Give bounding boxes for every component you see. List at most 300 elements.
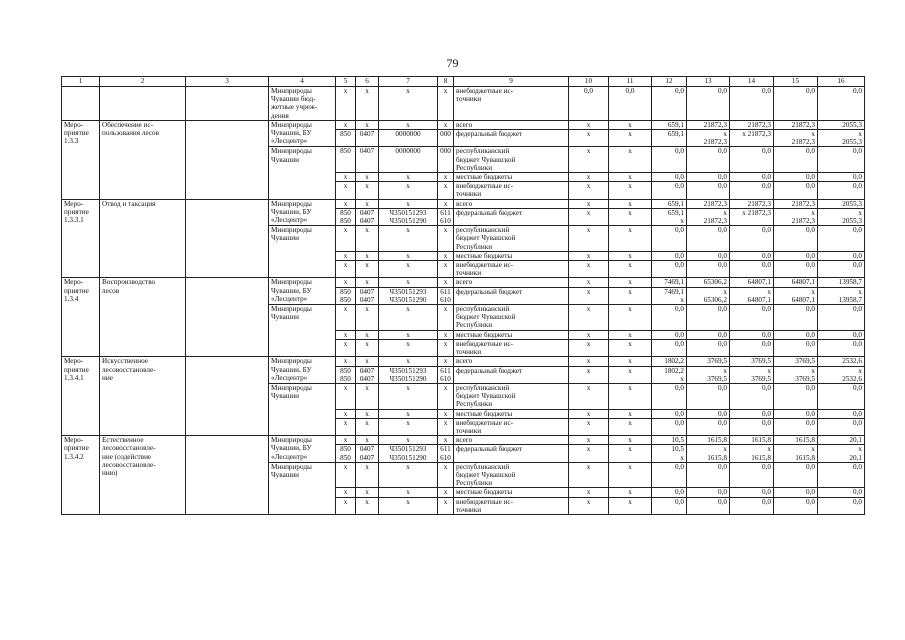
table-cell: x bbox=[569, 120, 609, 129]
table-cell: x 3769,5 bbox=[687, 366, 730, 383]
table-cell: x bbox=[379, 418, 438, 435]
table-cell: 21872,3 bbox=[730, 199, 774, 208]
column-header: 15 bbox=[774, 77, 818, 87]
table-cell: x bbox=[356, 226, 379, 252]
table-cell: федеральный бюджет bbox=[454, 366, 569, 383]
table-cell: 0,0 bbox=[652, 173, 687, 182]
table-cell: 0,0 bbox=[730, 87, 774, 121]
table-cell: 0,0 bbox=[774, 330, 818, 339]
table-cell: 0,0 bbox=[774, 488, 818, 497]
executor-cell: Минприроды Чувашии bbox=[269, 383, 336, 435]
executor-cell: Минприроды Чувашии bbox=[269, 462, 336, 514]
table-cell: x 3769,5 bbox=[774, 366, 818, 383]
table-row bbox=[62, 120, 865, 129]
table-cell: республиканский бюджет Чувашской Республики bbox=[454, 462, 569, 488]
table-cell: x bbox=[379, 488, 438, 497]
table-cell: 0,0 bbox=[818, 182, 865, 199]
table-cell: x bbox=[609, 366, 652, 383]
table-cell: x bbox=[438, 226, 454, 252]
table-cell: x bbox=[609, 199, 652, 208]
table-cell: x bbox=[336, 199, 356, 208]
table-cell: x 64807,1 bbox=[730, 287, 774, 304]
executor-cell: Минприроды Чувашии bbox=[269, 226, 336, 278]
table-cell: 64807,1 bbox=[774, 278, 818, 287]
table-cell: x bbox=[609, 409, 652, 418]
table-cell: всего bbox=[454, 199, 569, 208]
table-cell: 0,0 bbox=[652, 87, 687, 121]
table-cell: x bbox=[379, 251, 438, 260]
table-cell: x 1615,8 bbox=[774, 445, 818, 462]
table-cell: 0,0 bbox=[652, 182, 687, 199]
table-cell: x bbox=[609, 462, 652, 488]
table-cell: 0,0 bbox=[687, 488, 730, 497]
column-header: 4 bbox=[269, 77, 336, 87]
table-cell: x bbox=[438, 173, 454, 182]
table-cell: 611 610 bbox=[438, 208, 454, 225]
table-cell: x bbox=[569, 330, 609, 339]
table-cell: x bbox=[609, 120, 652, 129]
table-cell: Ч350151293 Ч350151290 bbox=[379, 366, 438, 383]
table-cell: x bbox=[336, 278, 356, 287]
table-cell: 2055,3 bbox=[818, 120, 865, 129]
table-cell: 0,0 bbox=[818, 497, 865, 514]
table-cell: x bbox=[336, 173, 356, 182]
table-cell: x 1615,8 bbox=[687, 445, 730, 462]
table-cell: x bbox=[356, 173, 379, 182]
table-cell: 000 bbox=[438, 130, 454, 147]
table-cell: 21872,3 bbox=[774, 199, 818, 208]
table-cell: 0,0 bbox=[687, 497, 730, 514]
table-cell: 611 610 bbox=[438, 366, 454, 383]
table-cell: x bbox=[569, 445, 609, 462]
table-cell: республиканский бюджет Чувашской Республики bbox=[454, 226, 569, 252]
table-cell: местные бюджеты bbox=[454, 409, 569, 418]
table-cell: x bbox=[379, 330, 438, 339]
column-header: 7 bbox=[379, 77, 438, 87]
table-cell: x 13958,7 bbox=[818, 287, 865, 304]
table-cell: 0,0 bbox=[687, 330, 730, 339]
table-cell: местные бюджеты bbox=[454, 251, 569, 260]
table-cell: 0,0 bbox=[818, 147, 865, 173]
table-cell: x 3769,5 bbox=[730, 366, 774, 383]
column-header: 10 bbox=[569, 77, 609, 87]
table-cell: x bbox=[379, 182, 438, 199]
table-cell: x 2532,6 bbox=[818, 366, 865, 383]
table-cell: x bbox=[438, 462, 454, 488]
table-cell: x bbox=[379, 383, 438, 409]
table-cell: 0407 0407 bbox=[356, 287, 379, 304]
table-cell: 611 610 bbox=[438, 445, 454, 462]
table-cell: 659,1 x bbox=[652, 208, 687, 225]
table-cell: 1615,8 bbox=[774, 436, 818, 445]
table-cell: всего bbox=[454, 436, 569, 445]
executor-cell: Минприроды Чувашии bbox=[269, 305, 336, 357]
table-cell: x bbox=[356, 278, 379, 287]
table-cell: 0,0 bbox=[652, 383, 687, 409]
budget-table bbox=[61, 76, 865, 515]
table-cell: 13958,7 bbox=[818, 278, 865, 287]
table-row bbox=[62, 357, 865, 366]
table-cell: 0,0 bbox=[730, 251, 774, 260]
table-cell: 0,0 bbox=[818, 418, 865, 435]
table-cell: x bbox=[356, 436, 379, 445]
table-cell: x bbox=[609, 383, 652, 409]
column-header: 16 bbox=[818, 77, 865, 87]
table-cell: x bbox=[569, 339, 609, 356]
table-cell: внебюджетные ис- точники bbox=[454, 182, 569, 199]
page-number: 79 bbox=[446, 56, 459, 70]
table-cell: 1615,8 bbox=[730, 436, 774, 445]
table-cell: x bbox=[356, 418, 379, 435]
table-cell: 0407 0407 bbox=[356, 208, 379, 225]
table-cell: x bbox=[379, 409, 438, 418]
table-cell: 2055,3 bbox=[818, 199, 865, 208]
table-cell: 0,0 bbox=[730, 462, 774, 488]
table-cell: 0,0 bbox=[730, 339, 774, 356]
table-cell: x bbox=[356, 87, 379, 121]
table-cell: 1802,2 bbox=[652, 357, 687, 366]
table-cell: федеральный бюджет bbox=[454, 445, 569, 462]
table-cell: x bbox=[379, 226, 438, 252]
table-cell: x bbox=[356, 330, 379, 339]
table-cell bbox=[186, 120, 269, 199]
measure-id-cell: Меро- приятие 1.3.4 bbox=[62, 278, 100, 357]
table-cell: федеральный бюджет bbox=[454, 208, 569, 225]
table-cell: местные бюджеты bbox=[454, 488, 569, 497]
table-cell: 0,0 bbox=[730, 330, 774, 339]
table-cell: x bbox=[609, 182, 652, 199]
table-cell: x bbox=[569, 208, 609, 225]
table-cell: 0,0 bbox=[774, 87, 818, 121]
table-cell: x bbox=[569, 173, 609, 182]
table-row bbox=[62, 278, 865, 287]
table-cell bbox=[186, 278, 269, 357]
table-cell: x bbox=[336, 182, 356, 199]
table-cell: 2532,6 bbox=[818, 357, 865, 366]
table-cell: 0,0 bbox=[730, 488, 774, 497]
table-cell: x bbox=[609, 339, 652, 356]
table-cell: 0000000 bbox=[379, 130, 438, 147]
table-cell: всего bbox=[454, 278, 569, 287]
table-cell: x bbox=[336, 488, 356, 497]
measure-id-cell: Меро- приятие 1.3.4.1 bbox=[62, 357, 100, 436]
table-cell: 0,0 bbox=[652, 409, 687, 418]
table-cell: 1615,8 bbox=[687, 436, 730, 445]
table-cell: 0,0 bbox=[687, 305, 730, 331]
table-cell bbox=[186, 357, 269, 436]
table-cell: x bbox=[569, 130, 609, 147]
table-cell: 659,1 bbox=[652, 120, 687, 129]
table-cell: 10,5 bbox=[652, 436, 687, 445]
table-cell: 0,0 bbox=[818, 339, 865, 356]
table-cell: 0,0 bbox=[818, 261, 865, 278]
table-cell: x 21872,3 bbox=[774, 208, 818, 225]
table-cell: x 21872,3 bbox=[687, 130, 730, 147]
table-cell: x bbox=[569, 462, 609, 488]
table-cell: x 21872,3 bbox=[687, 208, 730, 225]
table-row bbox=[62, 87, 865, 121]
table-cell: всего bbox=[454, 120, 569, 129]
table-cell: x bbox=[438, 339, 454, 356]
table-cell: x bbox=[609, 251, 652, 260]
table-cell: 0407 bbox=[356, 130, 379, 147]
table-cell: 0,0 bbox=[730, 182, 774, 199]
table-cell: 65306,2 bbox=[687, 278, 730, 287]
table-cell: 659,1 bbox=[652, 130, 687, 147]
table-cell: x bbox=[438, 409, 454, 418]
table-cell: 21872,3 bbox=[774, 120, 818, 129]
table-cell: 0,0 bbox=[652, 261, 687, 278]
table-cell: 0,0 bbox=[687, 383, 730, 409]
table-cell: x 64807,1 bbox=[774, 287, 818, 304]
table-cell: x bbox=[438, 488, 454, 497]
table-cell: x bbox=[356, 409, 379, 418]
table-cell: x bbox=[569, 147, 609, 173]
table-cell: x bbox=[379, 497, 438, 514]
table-cell: x bbox=[569, 226, 609, 252]
table-cell: x bbox=[609, 488, 652, 497]
table-cell: 659,1 bbox=[652, 199, 687, 208]
table-cell: 3769,5 bbox=[730, 357, 774, 366]
table-cell: 0,0 bbox=[569, 87, 609, 121]
table-cell: 0,0 bbox=[818, 226, 865, 252]
measure-name-cell: Отвод и таксация bbox=[100, 199, 186, 278]
table-cell: x bbox=[609, 445, 652, 462]
table-cell: 0,0 bbox=[774, 305, 818, 331]
table-cell: x 21872,3 bbox=[774, 130, 818, 147]
table-cell: x bbox=[336, 87, 356, 121]
table-cell: 20,1 bbox=[818, 436, 865, 445]
table-cell: внебюджетные ис- точники bbox=[454, 497, 569, 514]
table-cell: 0,0 bbox=[774, 409, 818, 418]
table-cell: x bbox=[609, 330, 652, 339]
table-cell: x bbox=[438, 357, 454, 366]
column-header: 12 bbox=[652, 77, 687, 87]
table-cell: 7469,1 bbox=[652, 278, 687, 287]
table-cell: x bbox=[356, 305, 379, 331]
table-cell: x bbox=[569, 199, 609, 208]
executor-cell: Минприроды Чувашии bbox=[269, 147, 336, 199]
table-cell: x bbox=[379, 173, 438, 182]
table-cell: x bbox=[336, 251, 356, 260]
table-cell: x bbox=[336, 339, 356, 356]
column-header: 14 bbox=[730, 77, 774, 87]
table-cell: x bbox=[438, 383, 454, 409]
executor-cell: Минприроды Чувашии, БУ «Лесцентр» bbox=[269, 199, 336, 226]
table-cell: федеральный бюджет bbox=[454, 287, 569, 304]
table-cell: республиканский бюджет Чувашской Республики bbox=[454, 383, 569, 409]
table-cell: 0407 0407 bbox=[356, 445, 379, 462]
table-cell: x bbox=[609, 418, 652, 435]
table-cell: 0,0 bbox=[609, 87, 652, 121]
table-cell bbox=[186, 87, 269, 121]
table-cell: 3769,5 bbox=[687, 357, 730, 366]
table-cell: 0,0 bbox=[652, 339, 687, 356]
measure-id-cell: Меро- приятие 1.3.3 bbox=[62, 120, 100, 199]
table-cell: 0,0 bbox=[818, 173, 865, 182]
table-cell: внебюджетные ис- точники bbox=[454, 339, 569, 356]
executor-cell: Минприроды Чувашии, БУ «Лесцентр» bbox=[269, 357, 336, 384]
table-cell: x bbox=[569, 251, 609, 260]
table-cell: x bbox=[569, 182, 609, 199]
column-header: 1 bbox=[62, 77, 100, 87]
table-cell: x bbox=[336, 409, 356, 418]
table-cell: x bbox=[379, 305, 438, 331]
table-cell: x bbox=[356, 199, 379, 208]
table-cell: 0,0 bbox=[774, 339, 818, 356]
table-cell: 0,0 bbox=[652, 418, 687, 435]
table-cell: 7469,1 x bbox=[652, 287, 687, 304]
table-cell: 0,0 bbox=[652, 497, 687, 514]
table-cell: x bbox=[379, 278, 438, 287]
table-cell: x bbox=[438, 199, 454, 208]
table-cell: x bbox=[609, 173, 652, 182]
table-cell: 0,0 bbox=[652, 305, 687, 331]
table-cell bbox=[62, 87, 100, 121]
table-cell: 0,0 bbox=[818, 488, 865, 497]
table-cell: 0407 0407 bbox=[356, 366, 379, 383]
table-cell: x bbox=[379, 339, 438, 356]
table-cell: 0,0 bbox=[687, 87, 730, 121]
table-cell: 0,0 bbox=[818, 330, 865, 339]
table-cell: внебюджетные ис- точники bbox=[454, 418, 569, 435]
table-cell: x bbox=[336, 357, 356, 366]
table-cell: 10,5 x bbox=[652, 445, 687, 462]
table-cell: 0,0 bbox=[652, 147, 687, 173]
table-cell: 0,0 bbox=[774, 462, 818, 488]
column-header: 3 bbox=[186, 77, 269, 87]
table-cell: 0,0 bbox=[687, 251, 730, 260]
table-cell: 0,0 bbox=[687, 226, 730, 252]
table-cell: x bbox=[336, 462, 356, 488]
table-cell: 0,0 bbox=[730, 226, 774, 252]
table-cell: республиканский бюджет Чувашской Республики bbox=[454, 305, 569, 331]
table-cell: x bbox=[438, 261, 454, 278]
measure-id-cell: Меро- приятие 1.3.4.2 bbox=[62, 436, 100, 515]
table-cell: x bbox=[336, 497, 356, 514]
column-header: 6 bbox=[356, 77, 379, 87]
table-cell: 850 bbox=[336, 147, 356, 173]
table-row bbox=[62, 199, 865, 208]
table-cell: x bbox=[438, 87, 454, 121]
table-cell: x bbox=[336, 436, 356, 445]
table-cell: x bbox=[438, 418, 454, 435]
column-header: 13 bbox=[687, 77, 730, 87]
table-cell: 0,0 bbox=[818, 87, 865, 121]
table-cell: 0,0 bbox=[687, 339, 730, 356]
table-cell: республиканский бюджет Чувашской Республики bbox=[454, 147, 569, 173]
table-cell: 0,0 bbox=[774, 147, 818, 173]
table-cell: x bbox=[609, 147, 652, 173]
table-cell: Ч350151293 Ч350151290 bbox=[379, 287, 438, 304]
table-cell: x 1615,8 bbox=[730, 445, 774, 462]
table-cell: x bbox=[569, 261, 609, 278]
table-cell: 000 bbox=[438, 147, 454, 173]
table-cell: x bbox=[569, 409, 609, 418]
table-cell: 0,0 bbox=[687, 182, 730, 199]
table-cell: 0,0 bbox=[652, 330, 687, 339]
table-cell: 0,0 bbox=[730, 497, 774, 514]
table-cell: x bbox=[438, 305, 454, 331]
measure-id-cell: Меро- приятие 1.3.3.1 bbox=[62, 199, 100, 278]
table-cell: 0,0 bbox=[818, 409, 865, 418]
table-cell: 0,0 bbox=[774, 251, 818, 260]
table-cell: x bbox=[438, 330, 454, 339]
table-cell: x bbox=[379, 120, 438, 129]
measure-name-cell: Обеспечение ис- пользования лесов bbox=[100, 120, 186, 199]
table-cell: 850 bbox=[336, 130, 356, 147]
table-cell bbox=[100, 87, 186, 121]
measure-name-cell: Воспроизводство лесов bbox=[100, 278, 186, 357]
table-cell: 0,0 bbox=[652, 462, 687, 488]
table-cell: Ч350151293 Ч350151290 bbox=[379, 208, 438, 225]
table-cell: x 21872,3 bbox=[730, 208, 774, 225]
table-cell: 0,0 bbox=[774, 497, 818, 514]
table-cell: 0,0 bbox=[652, 226, 687, 252]
table-cell: 3769,5 bbox=[774, 357, 818, 366]
column-header: 8 bbox=[438, 77, 454, 87]
executor-cell: Минприроды Чувашии, БУ «Лесцентр» bbox=[269, 120, 336, 147]
table-cell: x bbox=[569, 278, 609, 287]
table-cell: x bbox=[569, 497, 609, 514]
table-cell: 0,0 bbox=[774, 383, 818, 409]
table-cell: 0,0 bbox=[774, 261, 818, 278]
table-cell: x bbox=[609, 208, 652, 225]
table-cell: x bbox=[438, 436, 454, 445]
table-cell: x bbox=[569, 383, 609, 409]
table-cell: 1802,2 x bbox=[652, 366, 687, 383]
table-cell: x bbox=[336, 120, 356, 129]
table-cell: x bbox=[609, 305, 652, 331]
column-header: 5 bbox=[336, 77, 356, 87]
table-cell: 0,0 bbox=[818, 305, 865, 331]
measure-name-cell: Естественное лесовосстановле- ние (содействие лесовосстановле- нию) bbox=[100, 436, 186, 515]
header-row bbox=[62, 77, 865, 87]
table-cell: x bbox=[438, 120, 454, 129]
table-cell: внебюджетные ис- точники bbox=[454, 261, 569, 278]
table-cell: x bbox=[569, 418, 609, 435]
table-cell: x bbox=[356, 383, 379, 409]
table-cell: 850 850 bbox=[336, 366, 356, 383]
table-cell: x bbox=[336, 261, 356, 278]
table-cell: x bbox=[569, 287, 609, 304]
table-cell: x 65306,2 bbox=[687, 287, 730, 304]
table-cell: x bbox=[356, 120, 379, 129]
table-cell: x bbox=[356, 497, 379, 514]
table-cell: x 20,1 bbox=[818, 445, 865, 462]
table-cell: x bbox=[609, 130, 652, 147]
table-cell: местные бюджеты bbox=[454, 173, 569, 182]
table-cell: x bbox=[609, 226, 652, 252]
table-cell: x 2055,3 bbox=[818, 208, 865, 225]
table-cell: 0000000 bbox=[379, 147, 438, 173]
table-cell: x 21872,3 bbox=[730, 130, 774, 147]
measure-name-cell: Искусственное лесовосстановле- ние bbox=[100, 357, 186, 436]
table-cell: x bbox=[336, 330, 356, 339]
table-cell: x 2055,3 bbox=[818, 130, 865, 147]
table-cell: 0,0 bbox=[774, 173, 818, 182]
table-cell: x bbox=[336, 383, 356, 409]
table-cell: 0,0 bbox=[818, 251, 865, 260]
table-cell: x bbox=[356, 182, 379, 199]
table-cell: x bbox=[438, 497, 454, 514]
table-cell: x bbox=[379, 462, 438, 488]
table-cell: x bbox=[569, 436, 609, 445]
table-cell: x bbox=[356, 357, 379, 366]
table-cell: x bbox=[609, 497, 652, 514]
table-cell: 0,0 bbox=[687, 409, 730, 418]
table-cell: x bbox=[438, 278, 454, 287]
